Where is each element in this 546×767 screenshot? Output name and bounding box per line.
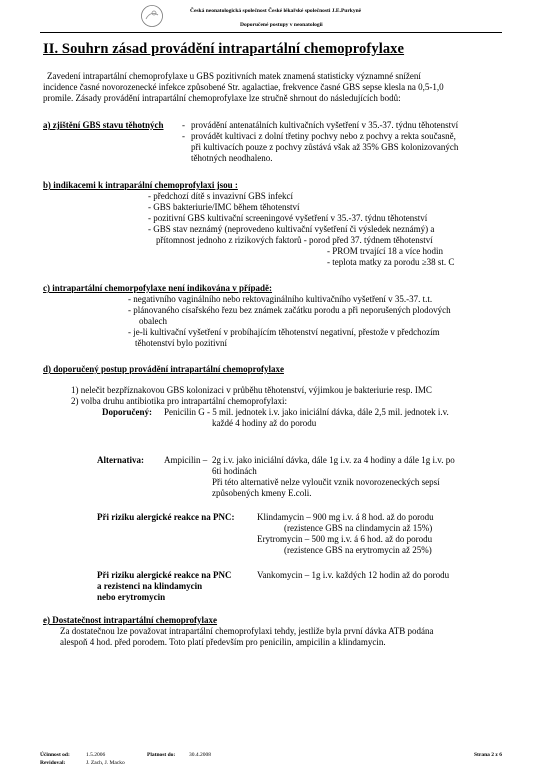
footer-page-number: Strana 2 z 6 bbox=[474, 752, 502, 758]
section-c-item: - je-li kultivační vyšetření v probíhajícím těhotenství negativní, přestože v předchozím bbox=[128, 327, 440, 337]
section-c-heading: c) intrapartální chemorpofylaxe není indikována v případě: bbox=[43, 283, 273, 293]
header-society: Česká neonatologická společnost České lékařské společnosti J.E.Purkyně bbox=[190, 8, 362, 14]
section-a-item: těhotných neodhaleno. bbox=[191, 153, 273, 163]
recommended-text: každé 4 hodiny až do porodu bbox=[212, 418, 317, 428]
footer-reviewed-label: Revidoval: bbox=[40, 760, 66, 766]
footer-validity-label: Platnost do: bbox=[147, 752, 176, 758]
intro-line: incidence časné novorozenecké infekce způsobené Str. agalactiae, frekvence časné GBS sepse klesla na 0,5-1,0 bbox=[43, 82, 444, 92]
allergy2-text: Vankomycin – 1g i.v. každých 12 hodin až do porodu bbox=[257, 570, 450, 580]
section-a-dash: - bbox=[182, 131, 185, 141]
section-b-item: - teplota matky za porodu ≥38 st. C bbox=[327, 257, 455, 267]
section-e-text: Za dostatečnou lze považovat intrapartální chemoprofylaxi tehdy, jestliže byla první dávka ATB podána bbox=[60, 626, 434, 636]
section-e-text: alespoň 4 hod. před porodem. Toto platí především pro penicilin, ampicilin a klindamycin. bbox=[60, 637, 386, 647]
alternative-text: Při této alternativě nelze vyloučit vznik novorozeneckých sepsí bbox=[212, 477, 440, 487]
section-c-item: - negativního vaginálního nebo rektovaginálního kultivačního vyšetření v 35.-37. t.t. bbox=[128, 294, 433, 304]
header-divider bbox=[40, 32, 502, 33]
footer-effective-value: 1.5.2006 bbox=[86, 752, 106, 758]
section-b-item: - PROM trvající 18 a více hodin bbox=[327, 246, 443, 256]
footer-effective-label: Účinnost od: bbox=[40, 752, 70, 758]
header-subtitle: Doporučené postupy v neonatologii bbox=[240, 22, 323, 28]
allergy-text: Erytromycin – 500 mg i.v. á 6 hod. až do porodu bbox=[257, 534, 433, 544]
section-e-heading: e) Dostatečnost intrapartální chemoprofylaxe bbox=[43, 615, 218, 625]
society-logo-icon bbox=[140, 4, 164, 28]
page-title: II. Souhrn zásad provádění intrapartální chemoprofylaxe bbox=[43, 41, 405, 57]
alternative-label: Alternativa: bbox=[97, 455, 144, 465]
section-b-item: přítomnost jednoho z rizikových faktorů - porod před 37. týdnem těhotenství bbox=[156, 235, 433, 245]
section-c-item: obalech bbox=[139, 316, 167, 326]
section-c-item: těhotenství bylo pozitivní bbox=[135, 338, 227, 348]
allergy2-label: Při riziku alergické reakce na PNC bbox=[97, 570, 232, 580]
alternative-drug: Ampicilin – bbox=[164, 455, 208, 465]
allergy2-label: a rezistenci na klindamycin bbox=[97, 581, 203, 591]
alternative-text: 2g i.v. jako iniciální dávka, dále 1g i.v. za 4 hodiny a dále 1g i.v. po bbox=[212, 455, 455, 465]
section-b-item: - předchozí dítě s invazivní GBS infekcí bbox=[148, 191, 293, 201]
allergy-text: (rezistence GBS na clindamycin až 15%) bbox=[284, 523, 433, 533]
allergy-text: (rezistence GBS na erytromycin až 25%) bbox=[284, 545, 432, 555]
allergy-label: Při riziku alergické reakce na PNC: bbox=[97, 512, 235, 522]
section-d-heading: d) doporučený postup provádění intrapartální chemoprofylaxe bbox=[43, 364, 284, 374]
allergy2-label: nebo erytromycin bbox=[97, 592, 166, 602]
section-a-item: při kultivacích pouze z pochvy zůstává však až 35% GBS kolonizovaných bbox=[191, 142, 459, 152]
intro-line: promile. Zásady provádění intrapartální chemoprofylaxe lze stručně shrnout do následujících bodů: bbox=[43, 93, 401, 103]
section-b-item: - pozitivní GBS kultivační screeningové vyšetření v 35.-37. týdnu těhotenství bbox=[148, 213, 428, 223]
section-a-heading: a) zjištění GBS stavu těhotných bbox=[43, 120, 164, 130]
section-b-item: - GBS stav neznámý (neprovedeno kultivační vyšetření či výsledek neznámý) a bbox=[148, 224, 435, 234]
recommended-text: Penicilin G - 5 mil. jednotek i.v. jako iniciální dávka, dále 2,5 mil. jednotek i.v. bbox=[164, 407, 449, 417]
recommended-label: Doporučený: bbox=[102, 407, 152, 417]
alternative-text: způsobených kmeny E.coli. bbox=[212, 488, 312, 498]
section-b-item: - GBS bakteriurie/IMC během těhotenství bbox=[148, 202, 300, 212]
section-d-point: 2) volba druhu antibiotika pro intrapartální chemoprofylaxi: bbox=[71, 396, 287, 406]
allergy-text: Klindamycin – 900 mg i.v. á 8 hod. až do porodu bbox=[257, 512, 434, 522]
footer-reviewed-value: J. Zach, J. Macko bbox=[86, 760, 125, 766]
section-a-item: provádění antenatálních kultivačních vyšetření v 35.-37. týdnu těhotenství bbox=[191, 120, 459, 130]
section-d-point: 1) nelečit bezpříznakovou GBS kolonizaci v průběhu těhotenství, výjimkou je bakteriurie resp. IMC bbox=[71, 385, 432, 395]
alternative-text: 6ti hodinách bbox=[212, 466, 257, 476]
section-b-heading: b) indikacemi k intraparální chemoprofylaxi jsou : bbox=[43, 180, 238, 190]
footer-validity-value: 30.4.2008 bbox=[189, 752, 211, 758]
intro-line: Zavedení intrapartální chemoprofylaxe u GBS pozitivních matek znamená statisticky významné snížení bbox=[47, 71, 421, 81]
section-a-dash: - bbox=[182, 120, 185, 130]
section-a-item: provádět kultivaci z dolní třetiny pochvy nebo z pochvy a rekta současně, bbox=[191, 131, 456, 141]
intro-paragraph bbox=[43, 71, 505, 104]
section-c-item: - plánovaného císařského řezu bez známek začátku porodu a při neporušených plodových bbox=[128, 305, 451, 315]
